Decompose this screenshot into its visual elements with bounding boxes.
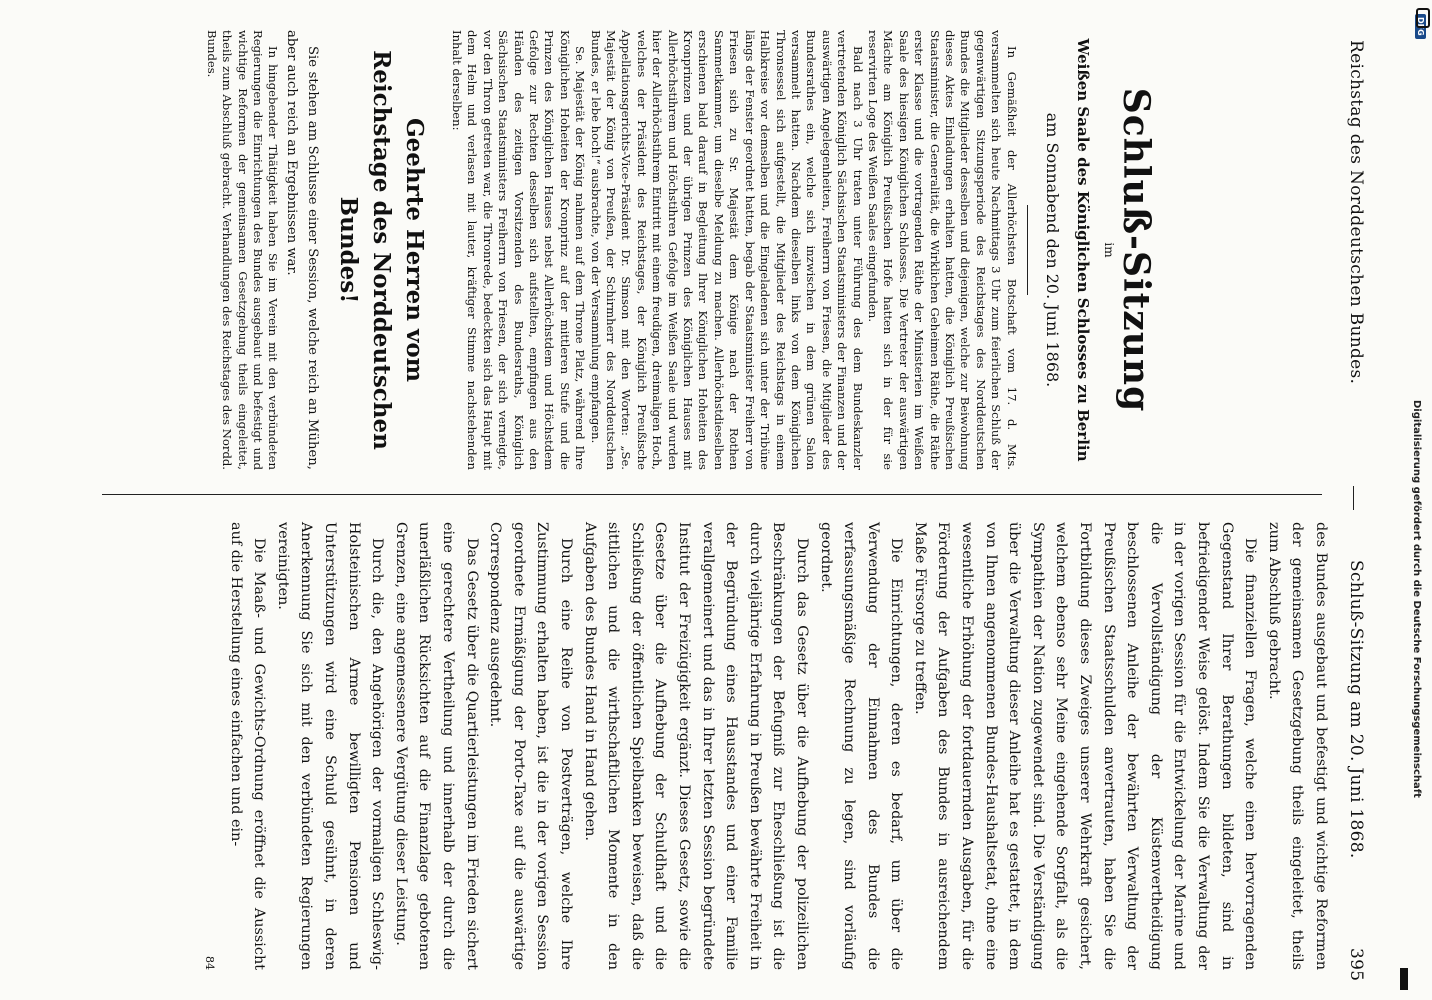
session-report (449, 30, 1019, 470)
header-dash (1353, 486, 1354, 510)
title-im: im (1102, 242, 1117, 258)
digitization-credit: Digitalisierung gefördert durch die Deutsche Forschungsgemeinschaft (1411, 400, 1422, 798)
title-rule (1027, 205, 1028, 295)
scan-marker (1400, 968, 1408, 990)
signature-mark: 84 (203, 956, 217, 970)
right-paragraph-1: des Bundes ausgebaut und befestigt und wichtige Reformen der gemeinsamen Gesetzgebung theils eingeleitet, theils zum Abschluß gebracht. (1265, 522, 1329, 970)
right-paragraph-6: Das Gesetz über die Quartierleistungen im Frieden sichert eine gerechtere Vertheilung und innerhalb der durch die unerläßlichen Rücksichten auf die Finanzlage gebotenen Grenzen, eine angemessenere Vergütung dieser Leistung. (392, 522, 480, 970)
right-paragraph-8: Die Maaß- und Gewichts-Ordnung eröffnet die Aussicht auf die Herstellung eines einfachen und ein- (227, 522, 268, 970)
header-left: Reichstag des Norddeutschen Bundes. (1346, 40, 1366, 385)
right-paragraph-5: Durch eine Reihe von Postverträgen, welche Ihre Zustimmung erhalten haben, ist die in der vorigen Session geordnete Ermäßigung der Porto-Taxe auf die auswärtige Correspondenz ausgedehnt. (487, 522, 574, 970)
right-paragraph-3: Die Einrichtungen, deren es bedarf, um über die Verwendung der Einnahmen des Bundes die verfassungsmäßige Rechnung zu legen, sind vorläufig geordnet. (817, 522, 905, 970)
date-line: am Sonnabend den 20. Juni 1868. (1043, 112, 1063, 388)
right-paragraph-2: Die finanziellen Fragen, welche einen hervorragenden Gegenstand Ihrer Berathungen bildeten, sind in befriedigender Weise gelöst. Indem Sie die Verwaltung der in der vorigen Session für die Entwickelung der Marine und die Vervollständigung der Küstenvertheidigung beschlossenen Anleihe der bewährten Verwaltung der Preußischen Staatsschulden anvertrauten, haben Sie die Fortbildung dieses Zweiges unserer Wehrkraft gesichert, welchem ebenso sehr Meine eingehende Sorgfalt, als die Sympathien der Nation zugewendet sind. Die Verständigung über die Verwaltung dieser Anleihe hat es gestattet, in dem von Ihnen angenommenen Bundes-Haushaltsetat, ohne eine wesentliche Erhöhung der fortdauernden Ausgaben, für die Förderung der Aufgaben des Bundes in ausreichendem Maße Fürsorge zu treffen. (911, 522, 1259, 970)
right-paragraph-7: Durch die, den Angehörigen der vormaligen Schleswig-Holsteinischen Armee bewilligten Pensionen und Unterstützungen wird eine Schuld gesühnt, in deren Anerkennung Sie sich mit den verbündeten Regierungen vereinigten. (274, 522, 386, 970)
document-title: Schluß-Sitzung (1115, 87, 1157, 413)
page-number: 395 (1346, 948, 1366, 982)
speech-paragraph-2: In hingebender Thätigkeit haben Sie im Verein mit den verbündeten Regierungen die Einrichtungen des Bundes ausgebaut und befestigt und wichtige Reformen der gemeinsamen Gesetzgebung theils eingeleitet, theils zum Abschluß gebracht. Verhandlungen des Reichstages des Nordd. Bundes. (204, 30, 281, 470)
speech-heading: Geehrte Herren vom Reichstage des Norddeutschen Bundes! (334, 50, 428, 450)
header-right: Schluß-Sitzung am 20. Juni 1868. (1346, 560, 1366, 859)
left-column (203, 30, 1332, 470)
right-column (198, 522, 1333, 970)
location-line: Weißen Saale des Königlichen Schlosses zu Berlin (1073, 38, 1092, 462)
dfg-logo: DFG (1415, 14, 1426, 39)
report-paragraph-1: In Gemäßheit der Allerhöchsten Botschaft vom 17. d. Mts. versammelten sich heute Nachmittags 3 Uhr zum feierlichen Schluß der gegenwärtigen Sitzungsperiode des Reichstages des Norddeutschen Bundes die Mitglieder desselben und diejenigen, welche zur Beiwohnung dieses Aktes Einladungen erhalten hatten, die Königlich Preußischen Staatsminister, die Generalität, die Wirklichen Geheimen Räthe, die Räthe erster Klasse und die vortragenden Räthe der Ministerien im Weißen Saale des hiesigen Königlichen Schlosses. Die Vertreter der auswärtigen Mächte am Königlich Preußischen Hofe hatten sich in der für sie reservirten Loge des Weißen Saales eingefunden. (865, 30, 1019, 470)
column-divider (102, 494, 1322, 495)
report-paragraph-3: Se. Majestät der König nahmen auf dem Throne Platz, während Ihre Königlichen Hoheiten der Kronprinz auf der mittleren Stufe und die Prinzen des Königlichen Hauses nebst Allerhöchstdem und Höchstdem Gefolge zur Rechten desselben sich aufstellten, empfingen aus den Händen des zeitigen Vorsitzenden des Bundesraths, Königlich Sächsischen Staatsministers Freiherrn von Friesen, der sich verneigte, vor den Thron getreten war, die Thronrede, bedeckten sich das Haupt mit dem Helm und verlasen mit lauter, kräftiger Stimme nachstehenden Inhalt derselben: (450, 30, 588, 470)
right-paragraph-4: Durch das Gesetz über die Aufhebung der polizeilichen Beschränkungen der Befugniß zur Eheschließung ist die durch vieljährige Erfahrung in Preußen bewährte Freiheit in der Begründung eines Hausstandes und einer Familie verallgemeinert und das in Ihrer letzten Session begründete Institut der Freizügigkeit ergänzt. Dieses Gesetz, sowie die Gesetze über die Aufhebung der Schuldhaft und die Schließung der öffentlichen Spielbanken beweisen, daß die sittlichen und die wirthschaftlichen Momente in den Aufgaben des Bundes Hand in Hand gehen. (581, 522, 810, 970)
scan-corner-mark (1416, 8, 1430, 28)
speech-paragraph-1: Sie stehen am Schlusse einer Session, welche reich an Mühen, aber auch reich an Ergebnissen war. (284, 30, 320, 470)
report-paragraph-2: Bald nach 3 Uhr traten unter Führung des dem Bundeskanzler vertretenden Königlich Sächsischen Staatsministers der Finanzen und der auswärtigen Angelegenheiten, Freiherrn von Friesen, die Mitglieder des Bundesrathes ein, welche sich inzwischen in dem grünen Salon versammelt hatten. Nachdem dieselben links von dem Königlichen Thronsessel sich aufgestellt, die Mitglieder des Reichstags in einem Halbkreise vor demselben und die Eingeladenen sich unter der Tribüne längs der Fenster geordnet hatten, begab der Staatsminister Freiherr von Friesen sich zu Sr. Majestät dem Könige nach der Rothen Sammetkammer, um dieselbe Meldung zu machen. Allerhöchstdieselben erschienen bald darauf in Begleitung Ihrer Königlichen Hoheiten des Kronprinzen und der übrigen Prinzen des Königlichen Hauses mit Allerhöchstihrem und Höchstihren Gefolge im Weißen Saale und wurden hier der Allerhöchstihrem Eintritt mit einem freudigen, dreimaligen Hoch, welches der Präsident des Reichstages, der Königlich Preußische Appellationsgerichts-Vice-Präsident Dr. Simson mit den Worten: „Se. Majestät der König von Preußen, der Schirmherr des Norddeutschen Bundes, er lebe hoch!“ ausbrachte, von der Versammlung empfangen. (588, 30, 865, 470)
